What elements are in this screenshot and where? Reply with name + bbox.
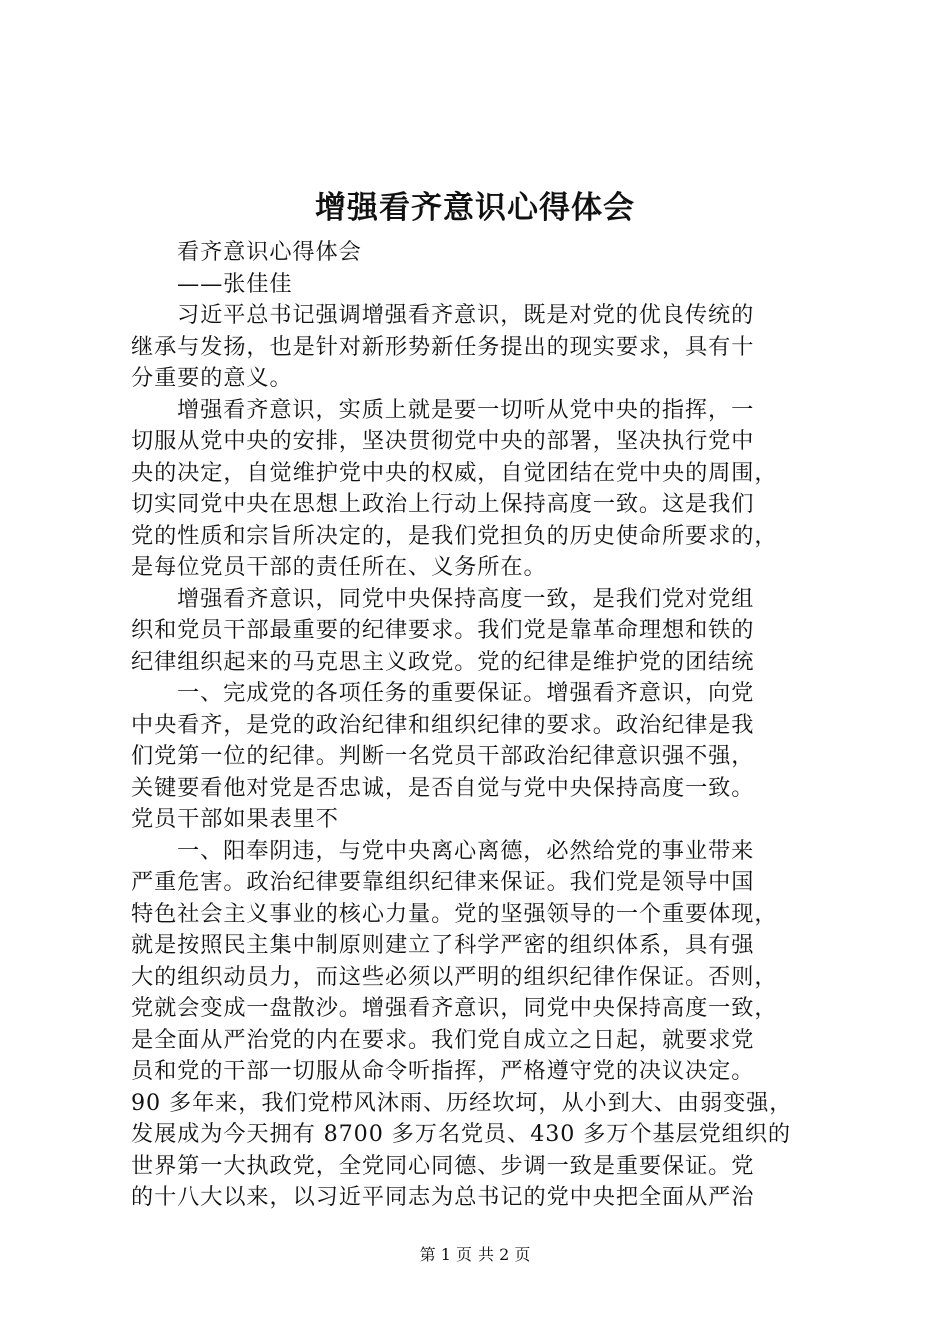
document-title: 增强看齐意识心得体会 — [315, 190, 635, 226]
text-line: 就是按照民主集中制原则建立了科学严密的组织体系，具有强 — [131, 932, 755, 958]
text-line: 一、阳奉阴违，与党中央离心离德，必然给党的事业带来 — [177, 837, 755, 864]
text-line: 一、完成党的各项任务的重要保证。增强看齐意识，向党 — [177, 680, 755, 706]
page-number: 第 1 页 — [419, 1245, 472, 1264]
text-line: 世界第一大执政党，全党同心同德、步调一致是重要保证。党 — [131, 1152, 755, 1179]
text-line: 央的决定，自觉维护党中央的权威，自觉团结在党中央的周围， — [131, 459, 778, 486]
text-line: 们党第一位的纪律。判断一名党员干部政治纪律意识强不强， — [131, 743, 755, 769]
text-line: 切实同党中央在思想上政治上行动上保持高度一致。这是我们 — [131, 491, 755, 517]
page-footer — [0, 1244, 950, 1266]
text-line: 切服从党中央的安排，坚决贯彻党中央的部署，坚决执行党中 — [131, 428, 755, 454]
text-line: 关键要看他对党是否忠诚，是否自觉与党中央保持高度一致。 — [131, 774, 755, 801]
text-line: ——张佳佳 — [177, 270, 293, 297]
text-line: 大的组织动员力，而这些必须以严明的组织纪律作保证。否则， — [131, 963, 778, 990]
text-line: 纪律组织起来的马克思主义政党。党的纪律是维护党的团结统 — [131, 648, 755, 675]
text-line: 分重要的意义。 — [131, 365, 293, 391]
text-line: 织和党员干部最重要的纪律要求。我们党是靠革命理想和铁的 — [131, 617, 755, 643]
text-line: 的十八大以来，以习近平同志为总书记的党中央把全面从严治 — [131, 1184, 755, 1210]
text-line: 增强看齐意识，实质上就是要一切听从党中央的指挥，一 — [177, 396, 755, 423]
text-line: 继承与发扬，也是针对新形势新任务提出的现实要求，具有十 — [131, 333, 755, 360]
text-line: 党就会变成一盘散沙。增强看齐意识，同党中央保持高度一致， — [131, 995, 778, 1021]
text-line: 看齐意识心得体会 — [177, 239, 362, 265]
text-line: 特色社会主义事业的核心力量。党的坚强领导的一个重要体现， — [131, 900, 778, 927]
text-line: 严重危害。政治纪律要靠组织纪律来保证。我们党是领导中国 — [131, 869, 755, 895]
text-line: 员和党的干部一切服从命令听指挥，严格遵守党的决议决定。 — [131, 1058, 755, 1084]
text-line: 增强看齐意识，同党中央保持高度一致，是我们党对党组 — [177, 585, 755, 612]
text-line: 习近平总书记强调增强看齐意识，既是对党的优良传统的 — [177, 302, 755, 328]
text-line: 中央看齐，是党的政治纪律和组织纪律的要求。政治纪律是我 — [131, 711, 755, 738]
text-line: 是每位党员干部的责任所在、义务所在。 — [131, 554, 547, 580]
text-line: 党的性质和宗旨所决定的，是我们党担负的历史使命所要求的， — [131, 522, 778, 549]
text-line: 发展成为今天拥有 8700 多万名党员、430 多万个基层党组织的 — [131, 1121, 791, 1147]
text-line: 党员干部如果表里不 — [131, 806, 339, 832]
document-body — [131, 237, 849, 1214]
text-line: 90 多年来，我们党栉风沐雨、历经坎坷，从小到大、由弱变强， — [131, 1089, 793, 1116]
text-line: 是全面从严治党的内在要求。我们党自成立之日起，就要求党 — [131, 1026, 755, 1053]
page-total: 共 2 页 — [478, 1245, 531, 1264]
